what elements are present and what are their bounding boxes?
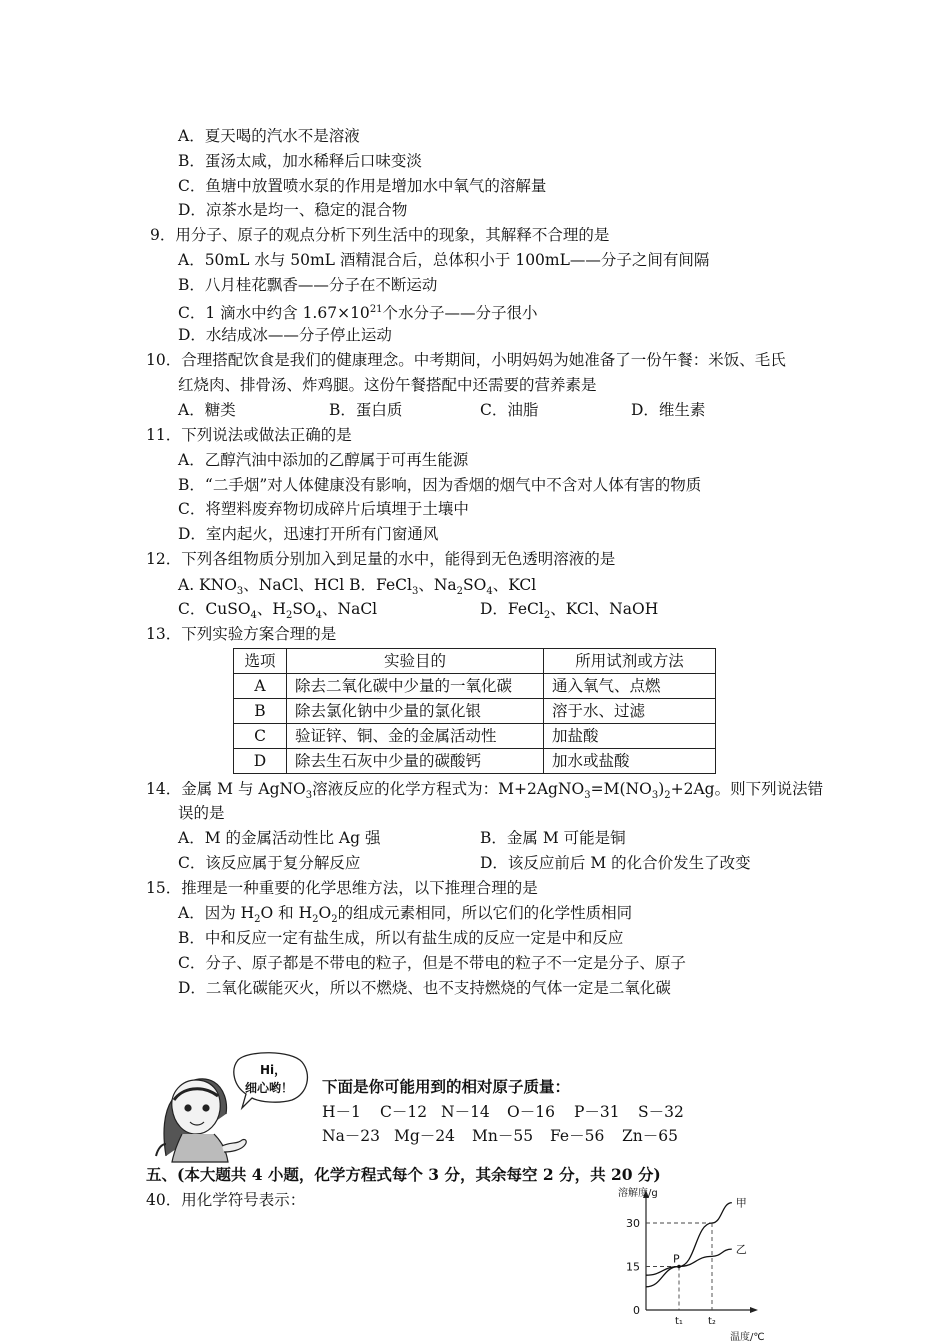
section-5-heading: 五、(本大题共 4 小题，化学方程式每个 3 分，其余每空 2 分，共 20 分) xyxy=(146,1165,661,1184)
table-cell: A xyxy=(234,674,287,699)
q10-option-b: B．蛋白质 xyxy=(329,401,403,419)
q10-stem-1: 10．合理搭配饮食是我们的健康理念。中考期间，小明妈妈为她准备了一份午餐：米饭、毛氏 xyxy=(146,351,786,369)
q14-option-b: B．金属 M 可能是铜 xyxy=(480,829,626,847)
table-cell: 验证锌、铜、金的金属活动性 xyxy=(287,724,544,749)
q8-option-a: A．夏天喝的汽水不是溶液 xyxy=(178,127,360,145)
table-row xyxy=(234,724,716,749)
series-label: 乙 xyxy=(735,1243,747,1257)
table-cell: B xyxy=(234,699,287,724)
table-header-row xyxy=(234,649,716,674)
series-line-jia xyxy=(646,1203,732,1287)
q14-stem-1: 14．金属 M 与 AgNO$_3$溶液反应的化学方程式为：$M+2AgNO_3=M(NO_3)_2+2Ag$。则下列说法错 xyxy=(146,780,824,802)
q40-stem: 40．用化学符号表示： xyxy=(146,1191,306,1209)
atomic-mass-fe: Fe－56 xyxy=(550,1127,605,1145)
bubble-text-hi: Hi， xyxy=(260,1063,287,1077)
q12-option-d: D．FeCl$_2$、KCl、NaOH xyxy=(480,600,659,622)
series-line-yi xyxy=(646,1249,732,1275)
solubility-chart xyxy=(612,1182,792,1342)
table-header: 所用试剂或方法 xyxy=(544,649,716,674)
atomic-mass-title: 下面是你可能用到的相对原子质量： xyxy=(322,1077,571,1096)
q12-option-c: C．CuSO$_4$、$H_2SO_4$、NaCl xyxy=(178,600,378,622)
q10-option-c: C．油脂 xyxy=(480,401,539,419)
table-cell: 除去二氧化碳中少量的一氧化碳 xyxy=(287,674,544,699)
q9-option-a: A．50mL 水与 50mL 酒精混合后，总体积小于 100mL——分子之间有间隔 xyxy=(178,251,710,269)
q15-stem: 15．推理是一种重要的化学思维方法，以下推理合理的是 xyxy=(146,879,538,897)
q11-stem: 11．下列说法或做法正确的是 xyxy=(146,426,352,444)
atomic-mass-zn: Zn－65 xyxy=(622,1127,678,1145)
y-tick-label: 0 xyxy=(633,1304,640,1317)
q11-option-d: D．室内起火，迅速打开所有门窗通风 xyxy=(178,525,439,543)
q14-option-c: C．该反应属于复分解反应 xyxy=(178,854,361,872)
q9-stem: 9．用分子、原子的观点分析下列生活中的现象，其解释不合理的是 xyxy=(150,226,610,244)
q14-option-a: A．M 的金属活动性比 Ag 强 xyxy=(178,829,381,847)
q8-option-d: D．凉茶水是均一、稳定的混合物 xyxy=(178,201,408,219)
table-cell: 加水或盐酸 xyxy=(544,749,716,774)
cartoon-girl-illustration xyxy=(152,1052,317,1164)
table-cell: 除去生石灰中少量的碳酸钙 xyxy=(287,749,544,774)
atomic-mass-p: P－31 xyxy=(574,1103,620,1121)
table-row xyxy=(234,749,716,774)
table-row xyxy=(234,699,716,724)
series-label: 甲 xyxy=(735,1196,747,1210)
q8-option-b: B．蛋汤太咸，加水稀释后口味变淡 xyxy=(178,152,422,170)
q13-table xyxy=(233,648,716,774)
q9-option-d: D．水结成冰——分子停止运动 xyxy=(178,326,392,344)
point-label-p: P xyxy=(673,1252,680,1266)
table-cell: C xyxy=(234,724,287,749)
q9-option-c: C．1 滴水中约含 $1.67\times 10^{21}$个水分子——分子很小 xyxy=(178,304,538,323)
y-tick-label: 30 xyxy=(626,1217,640,1230)
q10-option-a: A．糖类 xyxy=(178,401,236,419)
x-tick-label: t₂ xyxy=(708,1316,716,1327)
q15-option-c: C．分子、原子都是不带电的粒子，但是不带电的粒子不一定是分子、原子 xyxy=(178,954,686,972)
girl-drawing xyxy=(156,1079,246,1162)
y-axis-label: 溶解度/g xyxy=(618,1188,658,1199)
q12-stem: 12．下列各组物质分别加入到足量的水中，能得到无色透明溶液的是 xyxy=(146,550,616,568)
q11-option-c: C．将塑料废弃物切成碎片后填埋于土壤中 xyxy=(178,500,469,518)
atomic-mass-c: C－12 xyxy=(380,1103,428,1121)
q9-option-b: B．八月桂花飘香——分子在不断运动 xyxy=(178,276,438,294)
q11-option-a: A．乙醇汽油中添加的乙醇属于可再生能源 xyxy=(178,451,469,469)
q10-option-d: D．维生素 xyxy=(631,401,706,419)
atomic-mass-o: O－16 xyxy=(507,1103,555,1121)
q14-stem-2: 误的是 xyxy=(178,804,225,822)
q15-option-b: B．中和反应一定有盐生成，所以有盐生成的反应一定是中和反应 xyxy=(178,929,624,947)
q14-option-d: D．该反应前后 M 的化合价发生了改变 xyxy=(480,854,751,872)
q15-option-d: D．二氧化碳能灭火，所以不燃烧、也不支持燃烧的气体一定是二氧化碳 xyxy=(178,979,671,997)
table-cell: D xyxy=(234,749,287,774)
q12-option-ab: A. $KNO_3$、NaCl、HCl B．FeCl$_3$、$Na_2SO_4$、KCl xyxy=(178,576,537,598)
table-header: 实验目的 xyxy=(287,649,544,674)
atomic-mass-mg: Mg－24 xyxy=(394,1127,456,1145)
x-axis-arrow xyxy=(750,1307,758,1313)
table-cell: 除去氯化钠中少量的氯化银 xyxy=(287,699,544,724)
table-cell: 加盐酸 xyxy=(544,724,716,749)
table-cell: 通入氧气、点燃 xyxy=(544,674,716,699)
bubble-text-careful: 细心哟！ xyxy=(245,1081,294,1095)
atomic-mass-s: S－32 xyxy=(638,1103,684,1121)
q10-stem-2: 红烧肉、排骨汤、炸鸡腿。这份午餐搭配中还需要的营养素是 xyxy=(178,376,597,394)
atomic-mass-n: N－14 xyxy=(441,1103,490,1121)
table-row xyxy=(234,674,716,699)
q13-stem: 13．下列实验方案合理的是 xyxy=(146,625,337,643)
q15-option-a: A．因为 $H_2O$ 和 $H_2O_2$的组成元素相同，所以它们的化学性质相同 xyxy=(178,904,633,926)
atomic-mass-mn: Mn－55 xyxy=(472,1127,534,1145)
table-cell: 溶于水、过滤 xyxy=(544,699,716,724)
atomic-mass-na: Na－23 xyxy=(322,1127,381,1145)
x-axis-label: 温度/℃ xyxy=(730,1332,765,1342)
atomic-mass-h: H－1 xyxy=(322,1103,361,1121)
q11-option-b: B．“二手烟”对人体健康没有影响，因为香烟的烟气中不含对人体有害的物质 xyxy=(178,476,702,494)
x-tick-label: t₁ xyxy=(675,1316,683,1327)
table-header: 选项 xyxy=(234,649,287,674)
y-tick-label: 15 xyxy=(626,1260,640,1274)
q8-option-c: C．鱼塘中放置喷水泵的作用是增加水中氧气的溶解量 xyxy=(178,177,547,195)
